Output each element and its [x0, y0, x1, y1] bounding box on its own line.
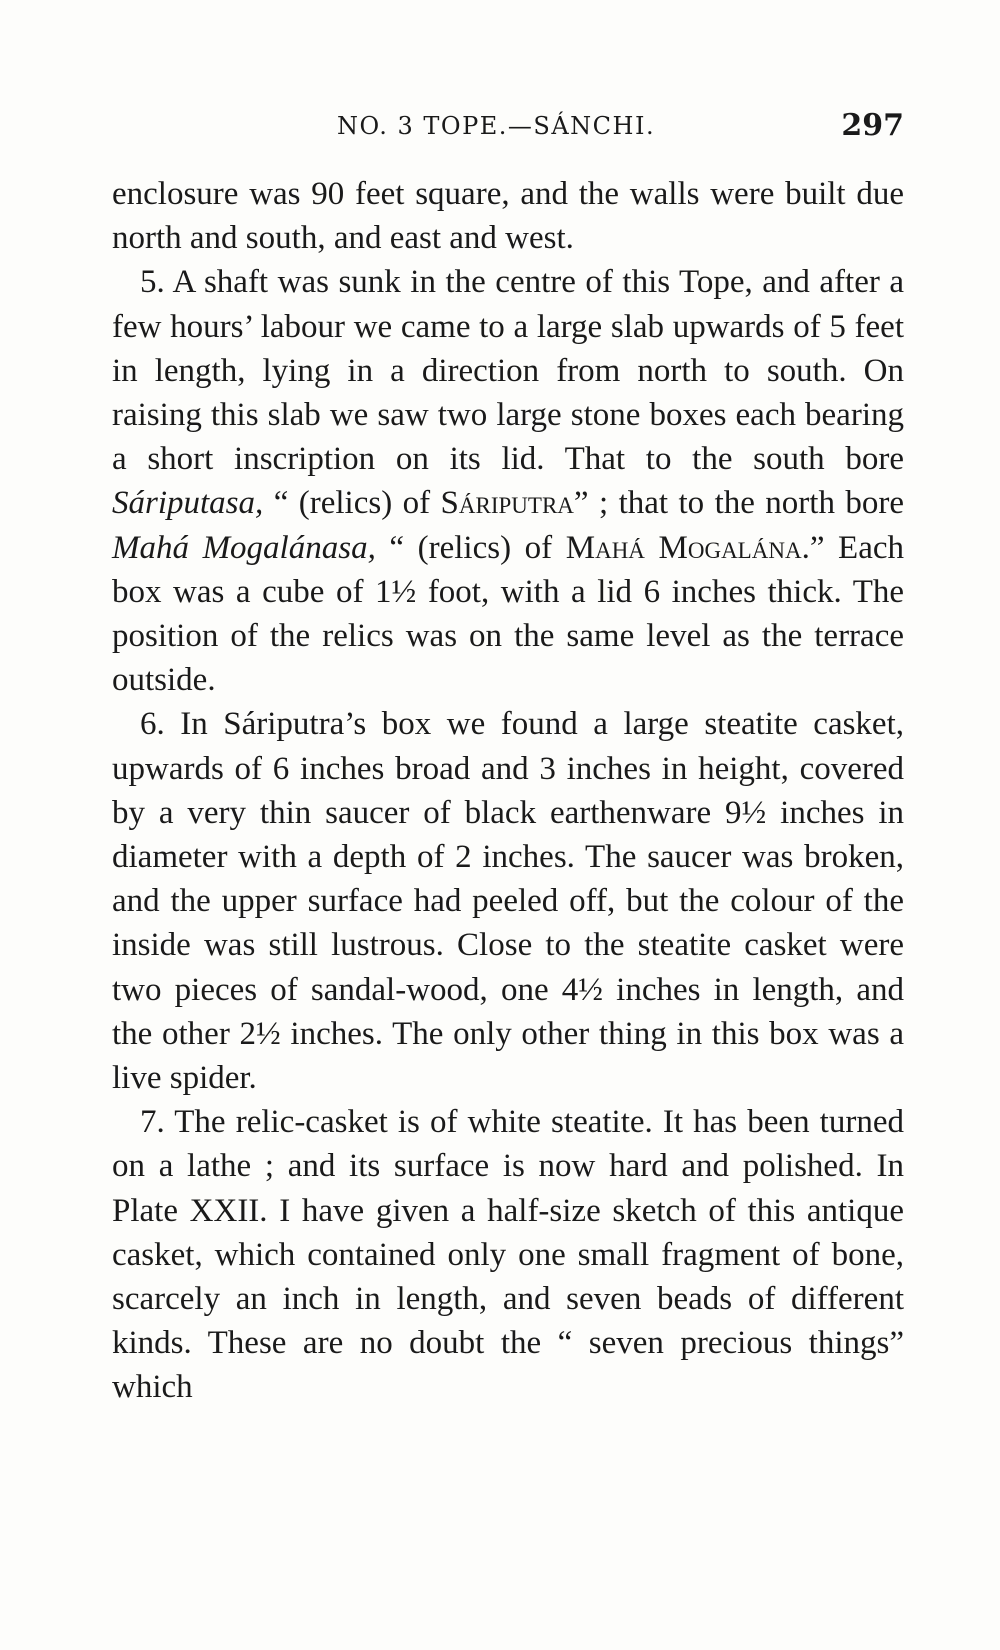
text-run: 6. In Sáriputra’s box we found a large steatite casket, upwards of 6 inches broad and 3 inches in height, covered by a very thin saucer of black earthenware 9½ inches in diameter with a depth of 2 inches. The saucer was broken, and the upper surface had peeled off, but the colour of the inside was still lustrous. Close to the steatite casket were two pieces of sandal-wood, one 4½ inches in length, and the other 2½ inches. The only other thing in this box was a live spider. — [112, 706, 904, 1097]
text-run: ” ; that to the north bore — [573, 485, 905, 522]
smallcaps-name: Sáriputra — [440, 485, 574, 522]
text-run: enclosure was 90 feet square, and the walls were built due north and south, and east and west. — [112, 176, 904, 257]
text-run: 7. The relic-casket is of white steatite. It has been turned on a lathe ; and its surface is now hard and polished. In Plate XXII. I have given a half-size sketch of this antique casket, which contained only one small fragment of bone, scarcely an inch in length, and seven beads of different kinds. These are no doubt the “ seven precious things” which — [112, 1104, 904, 1406]
text-run: “ (relics) of — [263, 485, 441, 522]
body-text — [112, 172, 904, 1410]
smallcaps-name: Mahá Mogalána — [565, 529, 802, 566]
text-run: 5. A shaft was sunk in the centre of this Tope, and after a few hours’ labour we came to a large slab upwards of 5 feet in length, lying in a direction from north to south. On raising this slab we saw two large stone boxes each bearing a short inscription on its lid. That to the south bore — [112, 264, 904, 478]
running-title: NO. 3 TOPE.—SÁNCHI. — [337, 112, 656, 140]
italic-term: Mahá Mogalánasa, — [112, 529, 376, 566]
page-number: 297 — [841, 108, 904, 143]
text-run: .” Each box was a cube of 1½ foot, with a lid 6 inches thick. The position of the relics was on the same level as the terrace outside. — [112, 529, 904, 699]
running-header — [112, 108, 904, 148]
paragraph-continued — [112, 172, 904, 260]
paragraph-5 — [112, 260, 904, 702]
text-run: “ (relics) of — [375, 529, 566, 566]
italic-term: Sáriputasa, — [112, 485, 264, 522]
paragraph-7 — [112, 1100, 904, 1409]
paragraph-6 — [112, 702, 904, 1100]
